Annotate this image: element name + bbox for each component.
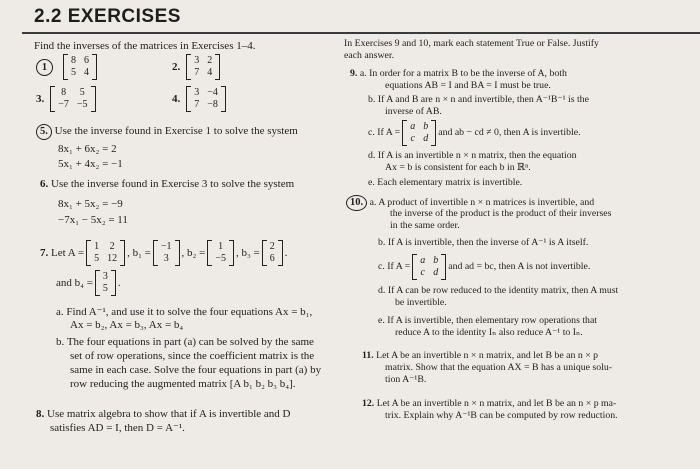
exercise-4 bbox=[172, 86, 228, 112]
exercise-8-line2: satisfies AD = I, then D = A⁻¹. bbox=[50, 422, 185, 434]
exercise-7a: a. Find A⁻¹, and use it to solve the four equations Ax = b₁, bbox=[56, 306, 313, 318]
exercise-5 bbox=[36, 124, 298, 140]
exercise-7b-line4: row reducing the augmented matrix [A b₁ b₂ b₃ b₄]. bbox=[70, 378, 296, 390]
exercise-10a-line3: in the same order. bbox=[390, 220, 460, 231]
exercise-6-number: 6. bbox=[40, 178, 49, 190]
exercise-7b: b. The four equations in part (a) can be solved by the same bbox=[56, 336, 314, 348]
exercise-9e: e. Each elementary matrix is invertible. bbox=[368, 177, 523, 188]
exercise-9b-line2: inverse of AB. bbox=[385, 106, 442, 117]
exercise-1 bbox=[36, 54, 99, 80]
exercise-1-matrix: 8 5 6 4 bbox=[63, 54, 97, 80]
exercise-10e-line2: reduce A to the identity Iₙ also reduce A⁻¹ to Iₙ. bbox=[395, 327, 583, 338]
b3-label: , b₃ = bbox=[235, 246, 260, 259]
b2-label: , b₂ = bbox=[181, 246, 206, 259]
page-title: 2.2 EXERCISES bbox=[34, 6, 181, 27]
vector-b4: 3 5 bbox=[95, 270, 116, 296]
exercise-1-number: 1 bbox=[36, 59, 53, 76]
exercise-10d: d. If A can be row reduced to the identity matrix, then A must bbox=[378, 285, 619, 296]
exercise-11-number: 11. bbox=[362, 350, 374, 361]
vector-b1: −1 3 bbox=[153, 240, 180, 266]
exercise-4-matrix: 3 7 −4 −8 bbox=[186, 86, 226, 112]
exercise-9c: c. If A = a c b d and ab − cd ≠ 0, then A is invertible. bbox=[368, 121, 581, 144]
exercise-2 bbox=[172, 54, 222, 80]
matrix-A: 1 5 2 12 bbox=[86, 240, 125, 266]
exercise-5-eq2: 5x₁ + 4x₂ = −1 bbox=[58, 158, 123, 170]
exercise-9d: d. If A is an invertible n × n matrix, then the equation bbox=[368, 150, 577, 161]
exercise-11: 11. Let A be an invertible n × n matrix, and let B be an n × p bbox=[362, 350, 599, 361]
exercise-10b: b. If A is invertible, then the inverse of A⁻¹ is A itself. bbox=[378, 237, 589, 248]
exercise-3-number: 3. bbox=[36, 92, 45, 105]
exercise-5-number: 5. bbox=[36, 124, 52, 140]
exercise-3 bbox=[36, 86, 98, 112]
exercise-5-text: Use the inverse found in Exercise 1 to solve the system bbox=[54, 125, 298, 137]
exercise-2-matrix: 3 7 2 4 bbox=[186, 54, 220, 80]
exercise-7b-line2: set of row operations, since the coefficient matrix is the bbox=[70, 350, 315, 362]
b1-label: , b₁ = bbox=[127, 246, 151, 259]
exercise-6-eq2: −7x₁ − 5x₂ = 11 bbox=[58, 214, 128, 226]
period: . bbox=[117, 276, 121, 289]
exercise-6-text: Use the inverse found in Exercise 3 to solve the system bbox=[51, 178, 295, 190]
right-intro-2: each answer. bbox=[344, 50, 395, 61]
vector-b2: 1 −5 bbox=[207, 240, 234, 266]
b4-label: and b₄ = bbox=[56, 276, 93, 289]
exercise-10d-line2: be invertible. bbox=[395, 297, 447, 308]
exercise-9c-matrix: a c b d bbox=[402, 120, 436, 146]
exercise-4-number: 4. bbox=[172, 92, 181, 105]
exercise-7-letA: Let A = bbox=[51, 246, 85, 259]
exercise-11-line2: matrix. Show that the equation AX = B has a unique solu- bbox=[385, 362, 613, 373]
title-divider bbox=[22, 32, 700, 34]
exercise-12-number: 12. bbox=[362, 398, 375, 409]
exercise-10a-line2: the inverse of the product is the product of their inverses bbox=[390, 208, 612, 219]
exercise-11-line3: tion A⁻¹B. bbox=[385, 374, 427, 385]
exercise-8: 8. Use matrix algebra to show that if A is invertible and D bbox=[36, 408, 291, 420]
exercise-10e: e. If A is invertible, then elementary row operations that bbox=[378, 315, 598, 326]
exercise-9a-line2: equations AB = I and BA = I must be true. bbox=[385, 80, 551, 91]
exercise-12-line2: trix. Explain why A⁻¹B can be computed by row reduction. bbox=[385, 410, 618, 421]
exercise-10a: 10. a. A product of invertible n × n matrices is invertible, and bbox=[346, 195, 594, 211]
exercise-8-number: 8. bbox=[36, 408, 45, 420]
exercise-7b-line3: same in each case. Solve the four equations in part (a) by bbox=[70, 364, 322, 376]
exercise-9d-line2: Ax = b is consistent for each b in ℝⁿ. bbox=[385, 162, 531, 173]
period: . bbox=[284, 246, 288, 259]
right-intro-1: In Exercises 9 and 10, mark each statement True or False. Justify bbox=[344, 38, 599, 49]
exercise-7a-line2: Ax = b₂, Ax = b₃, Ax = b₄ bbox=[70, 319, 184, 331]
exercise-7-b4 bbox=[56, 270, 121, 296]
exercise-9b: b. If A and B are n × n and invertible, then A⁻¹B⁻¹ is the bbox=[368, 94, 589, 105]
exercise-7-number: 7. bbox=[40, 246, 49, 259]
exercise-5-eq1: 8x₁ + 6x₂ = 2 bbox=[58, 143, 117, 155]
exercise-6-eq1: 8x₁ + 5x₂ = −9 bbox=[58, 198, 123, 210]
exercise-10c-matrix: a c b d bbox=[412, 254, 446, 280]
exercise-6 bbox=[40, 178, 294, 191]
exercise-10c: c. If A = a c b d and ad = bc, then A is not invertible. bbox=[378, 255, 591, 278]
exercise-3-matrix: 8 −7 5 −5 bbox=[50, 86, 95, 112]
exercise-10-number: 10. bbox=[346, 195, 367, 211]
exercise-9-number: 9. bbox=[350, 68, 358, 79]
exercise-2-number: 2. bbox=[172, 60, 181, 73]
exercise-7-matrices bbox=[40, 240, 288, 266]
left-intro: Find the inverses of the matrices in Exercises 1–4. bbox=[34, 40, 256, 52]
exercise-12: 12. Let A be an invertible n × n matrix, and let B be an n × p ma- bbox=[362, 398, 617, 409]
vector-b3: 2 6 bbox=[262, 240, 283, 266]
exercise-9a: 9. a. In order for a matrix B to be the inverse of A, both bbox=[350, 68, 567, 79]
